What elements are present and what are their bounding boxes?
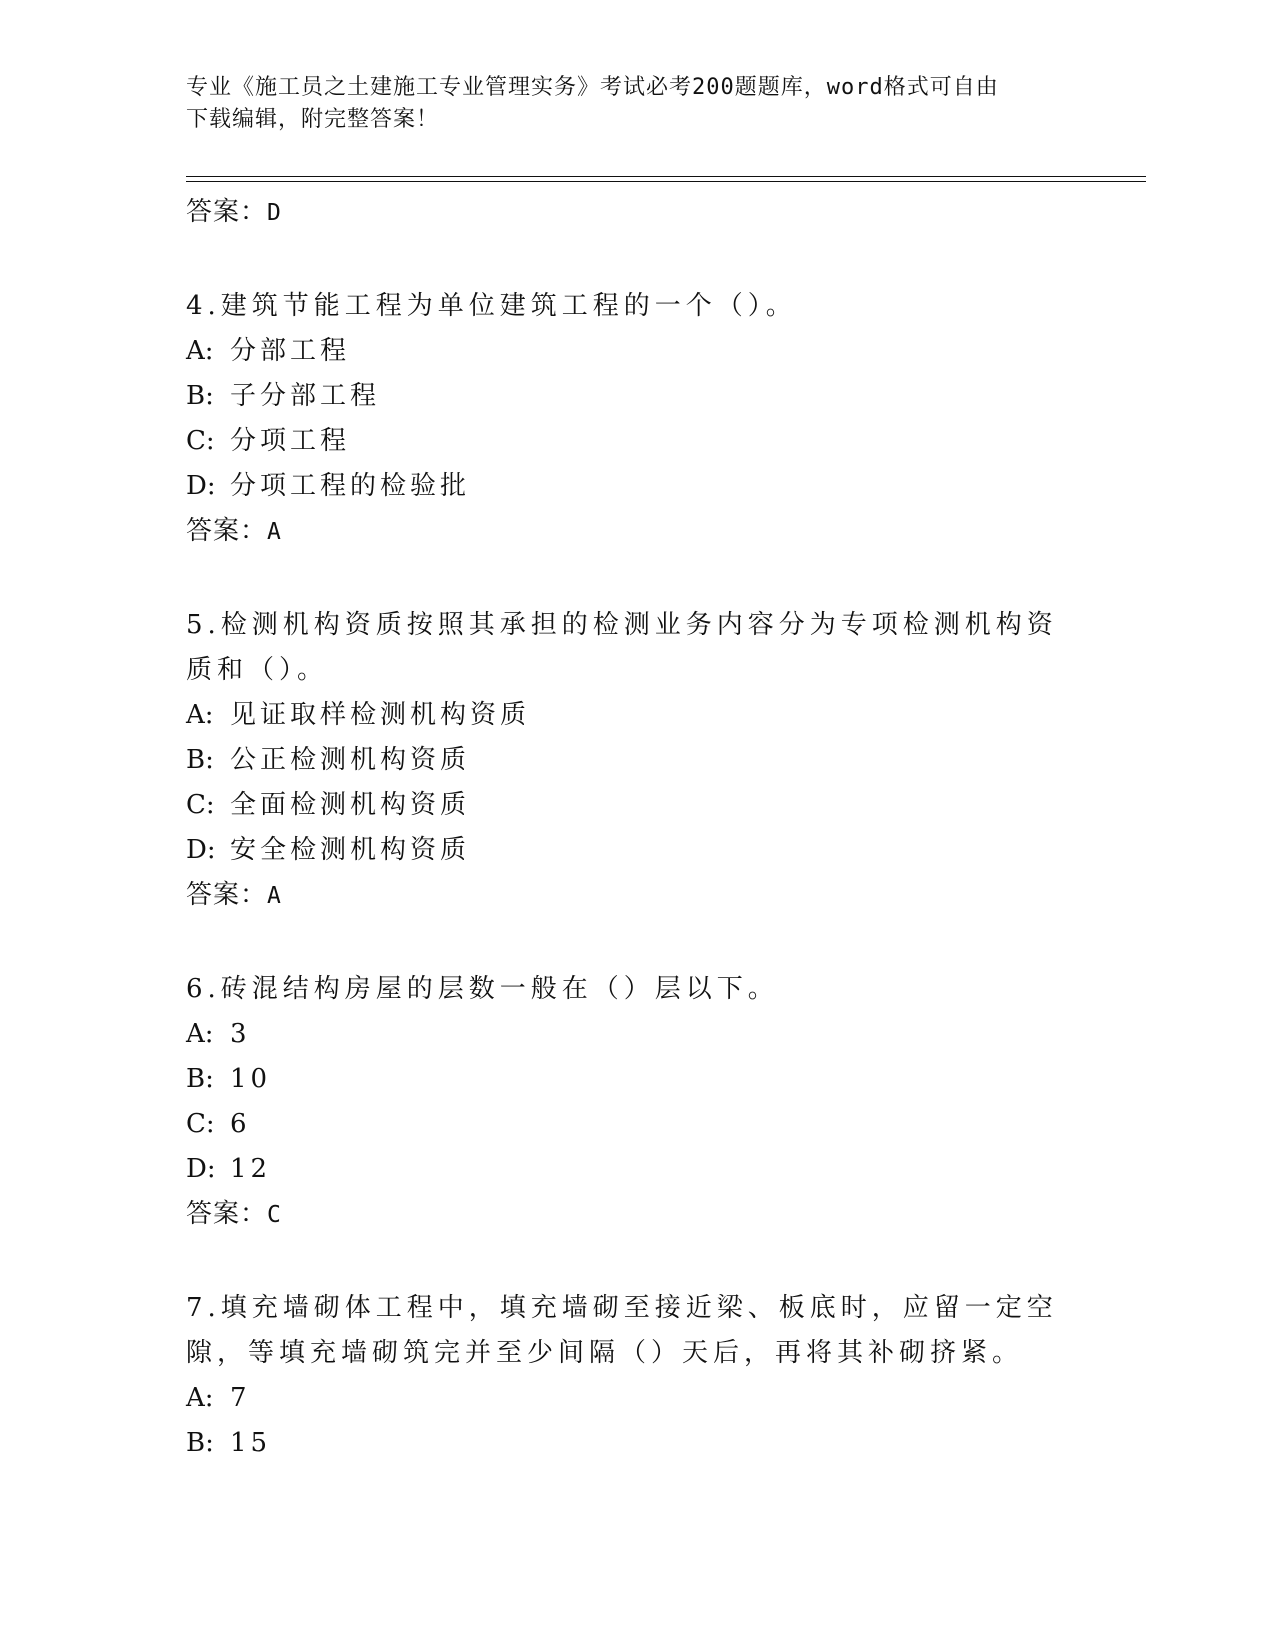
option-letter: D: bbox=[186, 835, 216, 865]
option-b bbox=[186, 1421, 1086, 1466]
question-item bbox=[186, 284, 1086, 553]
option-b bbox=[186, 738, 1086, 783]
option-text: 12 bbox=[230, 1154, 272, 1184]
option-letter: B: bbox=[186, 381, 214, 411]
option-letter: B: bbox=[186, 1428, 214, 1458]
option-letter: A: bbox=[186, 700, 214, 730]
option-text: 公正检测机构资质 bbox=[230, 745, 471, 775]
option-text: 子分部工程 bbox=[230, 381, 381, 411]
answer-label: 答案： bbox=[186, 880, 268, 910]
answer-line bbox=[186, 873, 1086, 917]
answer-line bbox=[186, 509, 1086, 553]
answer-value: D bbox=[267, 200, 282, 226]
answer-value: A bbox=[267, 519, 282, 545]
answer-line bbox=[186, 190, 1086, 234]
header-line-2: 下载编辑，附完整答案！ bbox=[186, 107, 440, 132]
option-text: 3 bbox=[230, 1019, 251, 1049]
option-letter: B: bbox=[186, 1064, 214, 1094]
option-letter: A: bbox=[186, 1019, 214, 1049]
question-item bbox=[186, 967, 1086, 1236]
option-text: 分部工程 bbox=[230, 336, 351, 366]
option-letter: C: bbox=[186, 1109, 215, 1139]
option-c bbox=[186, 1102, 1086, 1147]
option-a bbox=[186, 693, 1086, 738]
option-text: 6 bbox=[230, 1109, 251, 1139]
option-letter: D: bbox=[186, 471, 216, 501]
header-divider-top bbox=[186, 176, 1146, 177]
header-divider-bottom bbox=[186, 181, 1146, 182]
question-stem: 4.建筑节能工程为单位建筑工程的一个（）。 bbox=[186, 291, 797, 321]
option-a bbox=[186, 329, 1086, 374]
question-stem: 7.填充墙砌体工程中，填充墙砌至接近梁、板底时，应留一定空隙，等填充墙砌筑完并至少间隔（）天后，再将其补砌挤紧。 bbox=[186, 1293, 1058, 1368]
answer-value: C bbox=[267, 1202, 282, 1228]
option-text: 安全检测机构资质 bbox=[230, 835, 471, 865]
answer-line bbox=[186, 1192, 1086, 1236]
option-a bbox=[186, 1012, 1086, 1057]
option-text: 全面检测机构资质 bbox=[230, 790, 471, 820]
document-header bbox=[186, 72, 1066, 136]
option-d bbox=[186, 828, 1086, 873]
option-letter: D: bbox=[186, 1154, 216, 1184]
answer-value: A bbox=[267, 883, 282, 909]
answer-label: 答案： bbox=[186, 197, 268, 227]
option-text: 分项工程的检验批 bbox=[230, 471, 471, 501]
answer-label: 答案： bbox=[186, 516, 268, 546]
option-letter: A: bbox=[186, 1383, 214, 1413]
header-line-1: 专业《施工员之土建施工专业管理实务》考试必考200题题库，word格式可自由 bbox=[186, 75, 999, 100]
question-item bbox=[186, 1286, 1086, 1466]
question-stem: 5.检测机构资质按照其承担的检测业务内容分为专项检测机构资质和（）。 bbox=[186, 610, 1058, 685]
option-letter: C: bbox=[186, 426, 215, 456]
option-text: 15 bbox=[230, 1428, 272, 1458]
option-letter: C: bbox=[186, 790, 215, 820]
option-text: 7 bbox=[230, 1383, 251, 1413]
option-text: 见证取样检测机构资质 bbox=[230, 700, 531, 730]
option-b bbox=[186, 1057, 1086, 1102]
option-c bbox=[186, 419, 1086, 464]
option-text: 分项工程 bbox=[230, 426, 351, 456]
option-c bbox=[186, 783, 1086, 828]
option-b bbox=[186, 374, 1086, 419]
question-item bbox=[186, 603, 1086, 917]
question-stem: 6.砖混结构房屋的层数一般在（）层以下。 bbox=[186, 974, 779, 1004]
option-d bbox=[186, 1147, 1086, 1192]
option-letter: A: bbox=[186, 336, 214, 366]
option-text: 10 bbox=[230, 1064, 272, 1094]
question-list bbox=[186, 190, 1086, 1466]
option-d bbox=[186, 464, 1086, 509]
answer-label: 答案： bbox=[186, 1199, 268, 1229]
option-letter: B: bbox=[186, 745, 214, 775]
option-a bbox=[186, 1376, 1086, 1421]
